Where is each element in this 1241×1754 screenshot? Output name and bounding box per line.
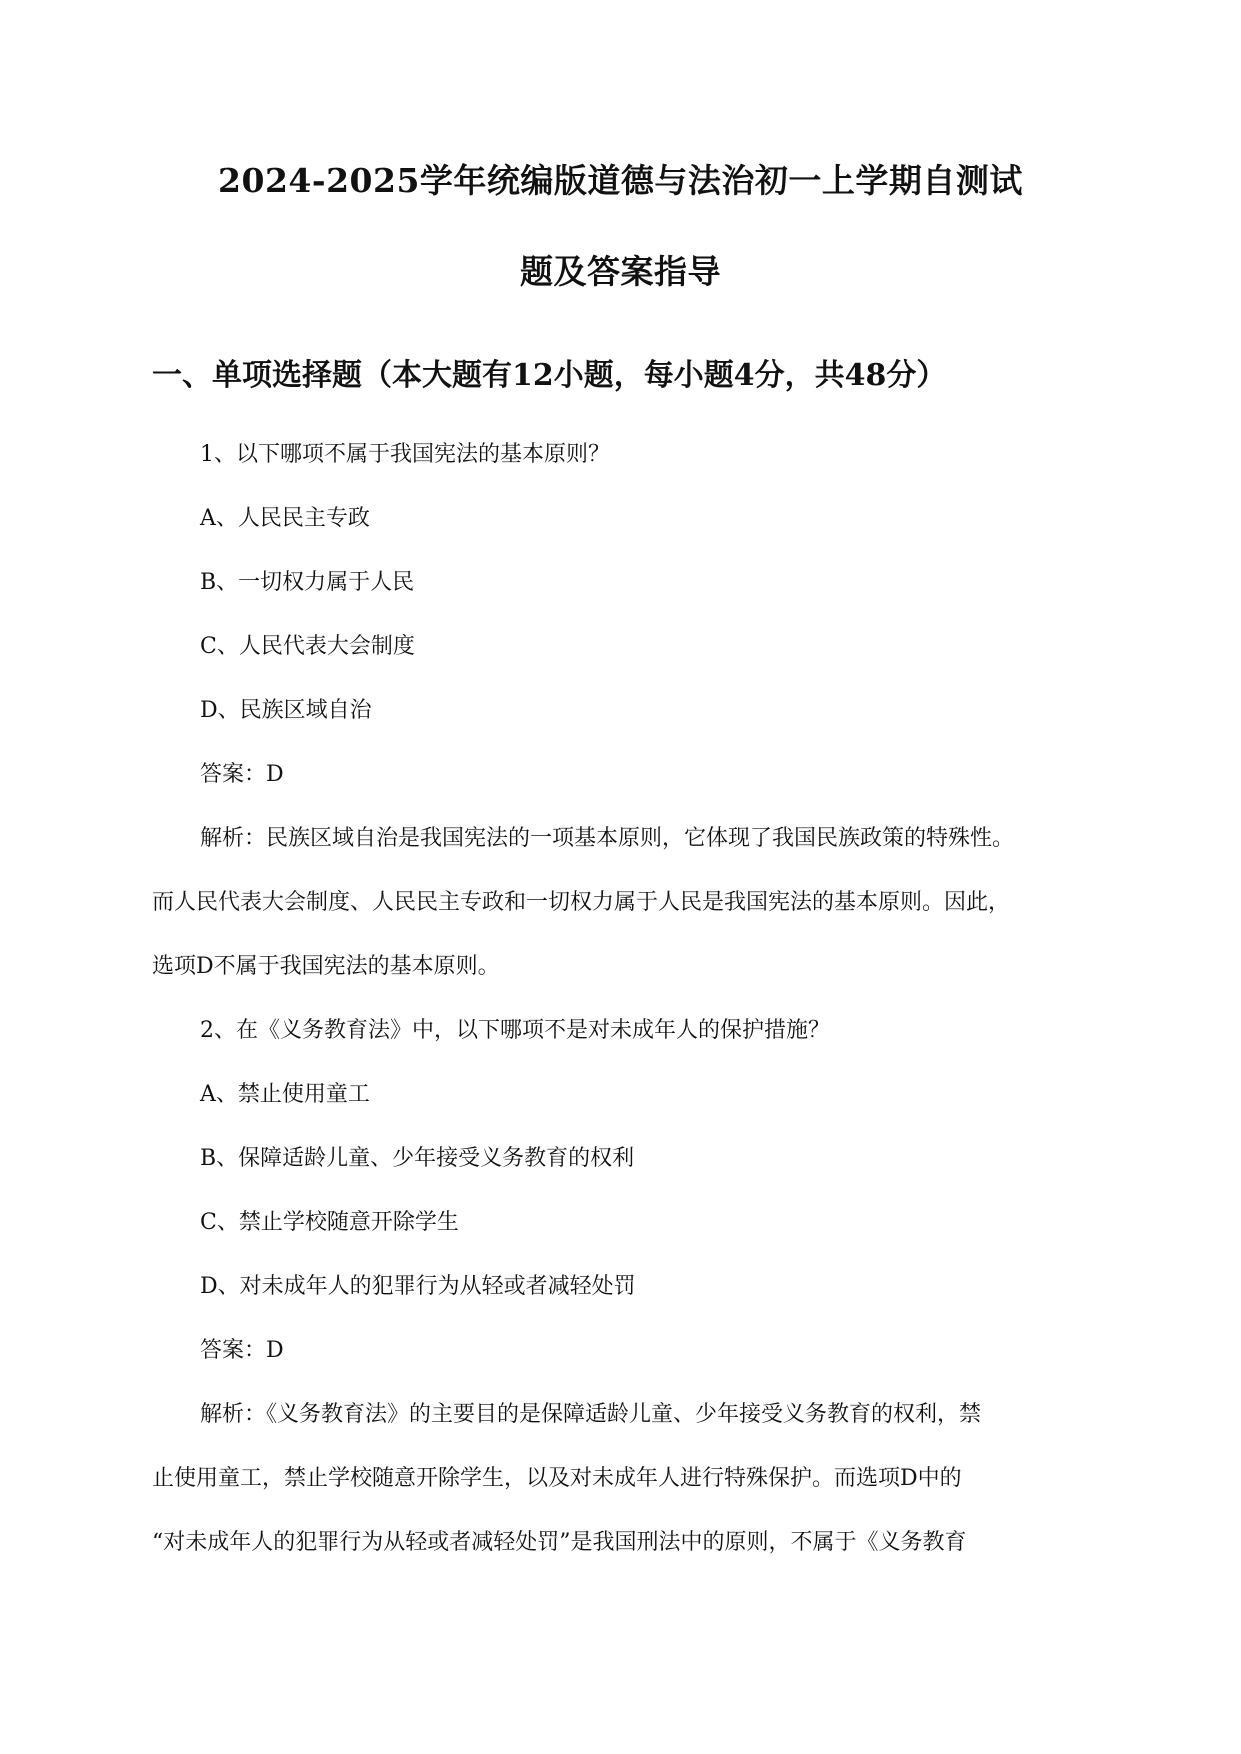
question-1-analysis-line-3: 选项D不属于我国宪法的基本原则。	[152, 954, 500, 979]
question-2-option-a: A、禁止使用童工	[200, 1082, 370, 1107]
question-2-analysis-line-2: 止使用童工，禁止学校随意开除学生，以及对未成年人进行特殊保护。而选项D中的	[152, 1466, 962, 1491]
question-2-option-c: C、禁止学校随意开除学生	[200, 1210, 459, 1235]
question-2-option-d: D、对未成年人的犯罪行为从轻或者减轻处罚	[200, 1274, 636, 1299]
question-1-stem: 1、以下哪项不属于我国宪法的基本原则？	[200, 442, 610, 467]
question-2-stem: 2、在《义务教育法》中，以下哪项不是对未成年人的保护措施？	[200, 1018, 830, 1043]
question-1-analysis-line-2: 而人民代表大会制度、人民民主专政和一切权力属于人民是我国宪法的基本原则。因此，	[152, 890, 1011, 915]
question-1-option-c: C、人民代表大会制度	[200, 634, 415, 659]
question-2-analysis-line-3: “对未成年人的犯罪行为从轻或者减轻处罚”是我国刑法中的原则，不属于《义务教育	[152, 1530, 967, 1555]
section-heading: 一、单项选择题（本大题有12小题，每小题4分，共48分）	[152, 358, 947, 393]
question-1-option-b: B、一切权力属于人民	[200, 570, 415, 595]
document-title-line-2: 题及答案指导	[520, 252, 721, 291]
question-2-answer: 答案：D	[200, 1338, 284, 1363]
question-1-option-d: D、民族区域自治	[200, 698, 372, 723]
question-1-answer: 答案：D	[200, 762, 284, 787]
document-title-line-1: 2024-2025学年统编版道德与法治初一上学期自测试	[218, 161, 1023, 200]
question-1-analysis-line-1: 解析：民族区域自治是我国宪法的一项基本原则，它体现了我国民族政策的特殊性。	[200, 826, 1015, 851]
question-1-option-a: A、人民民主专政	[200, 506, 370, 531]
question-2-option-b: B、保障适龄儿童、少年接受义务教育的权利	[200, 1146, 635, 1171]
question-2-analysis-line-1: 解析：《义务教育法》的主要目的是保障适龄儿童、少年接受义务教育的权利，禁	[200, 1402, 982, 1427]
